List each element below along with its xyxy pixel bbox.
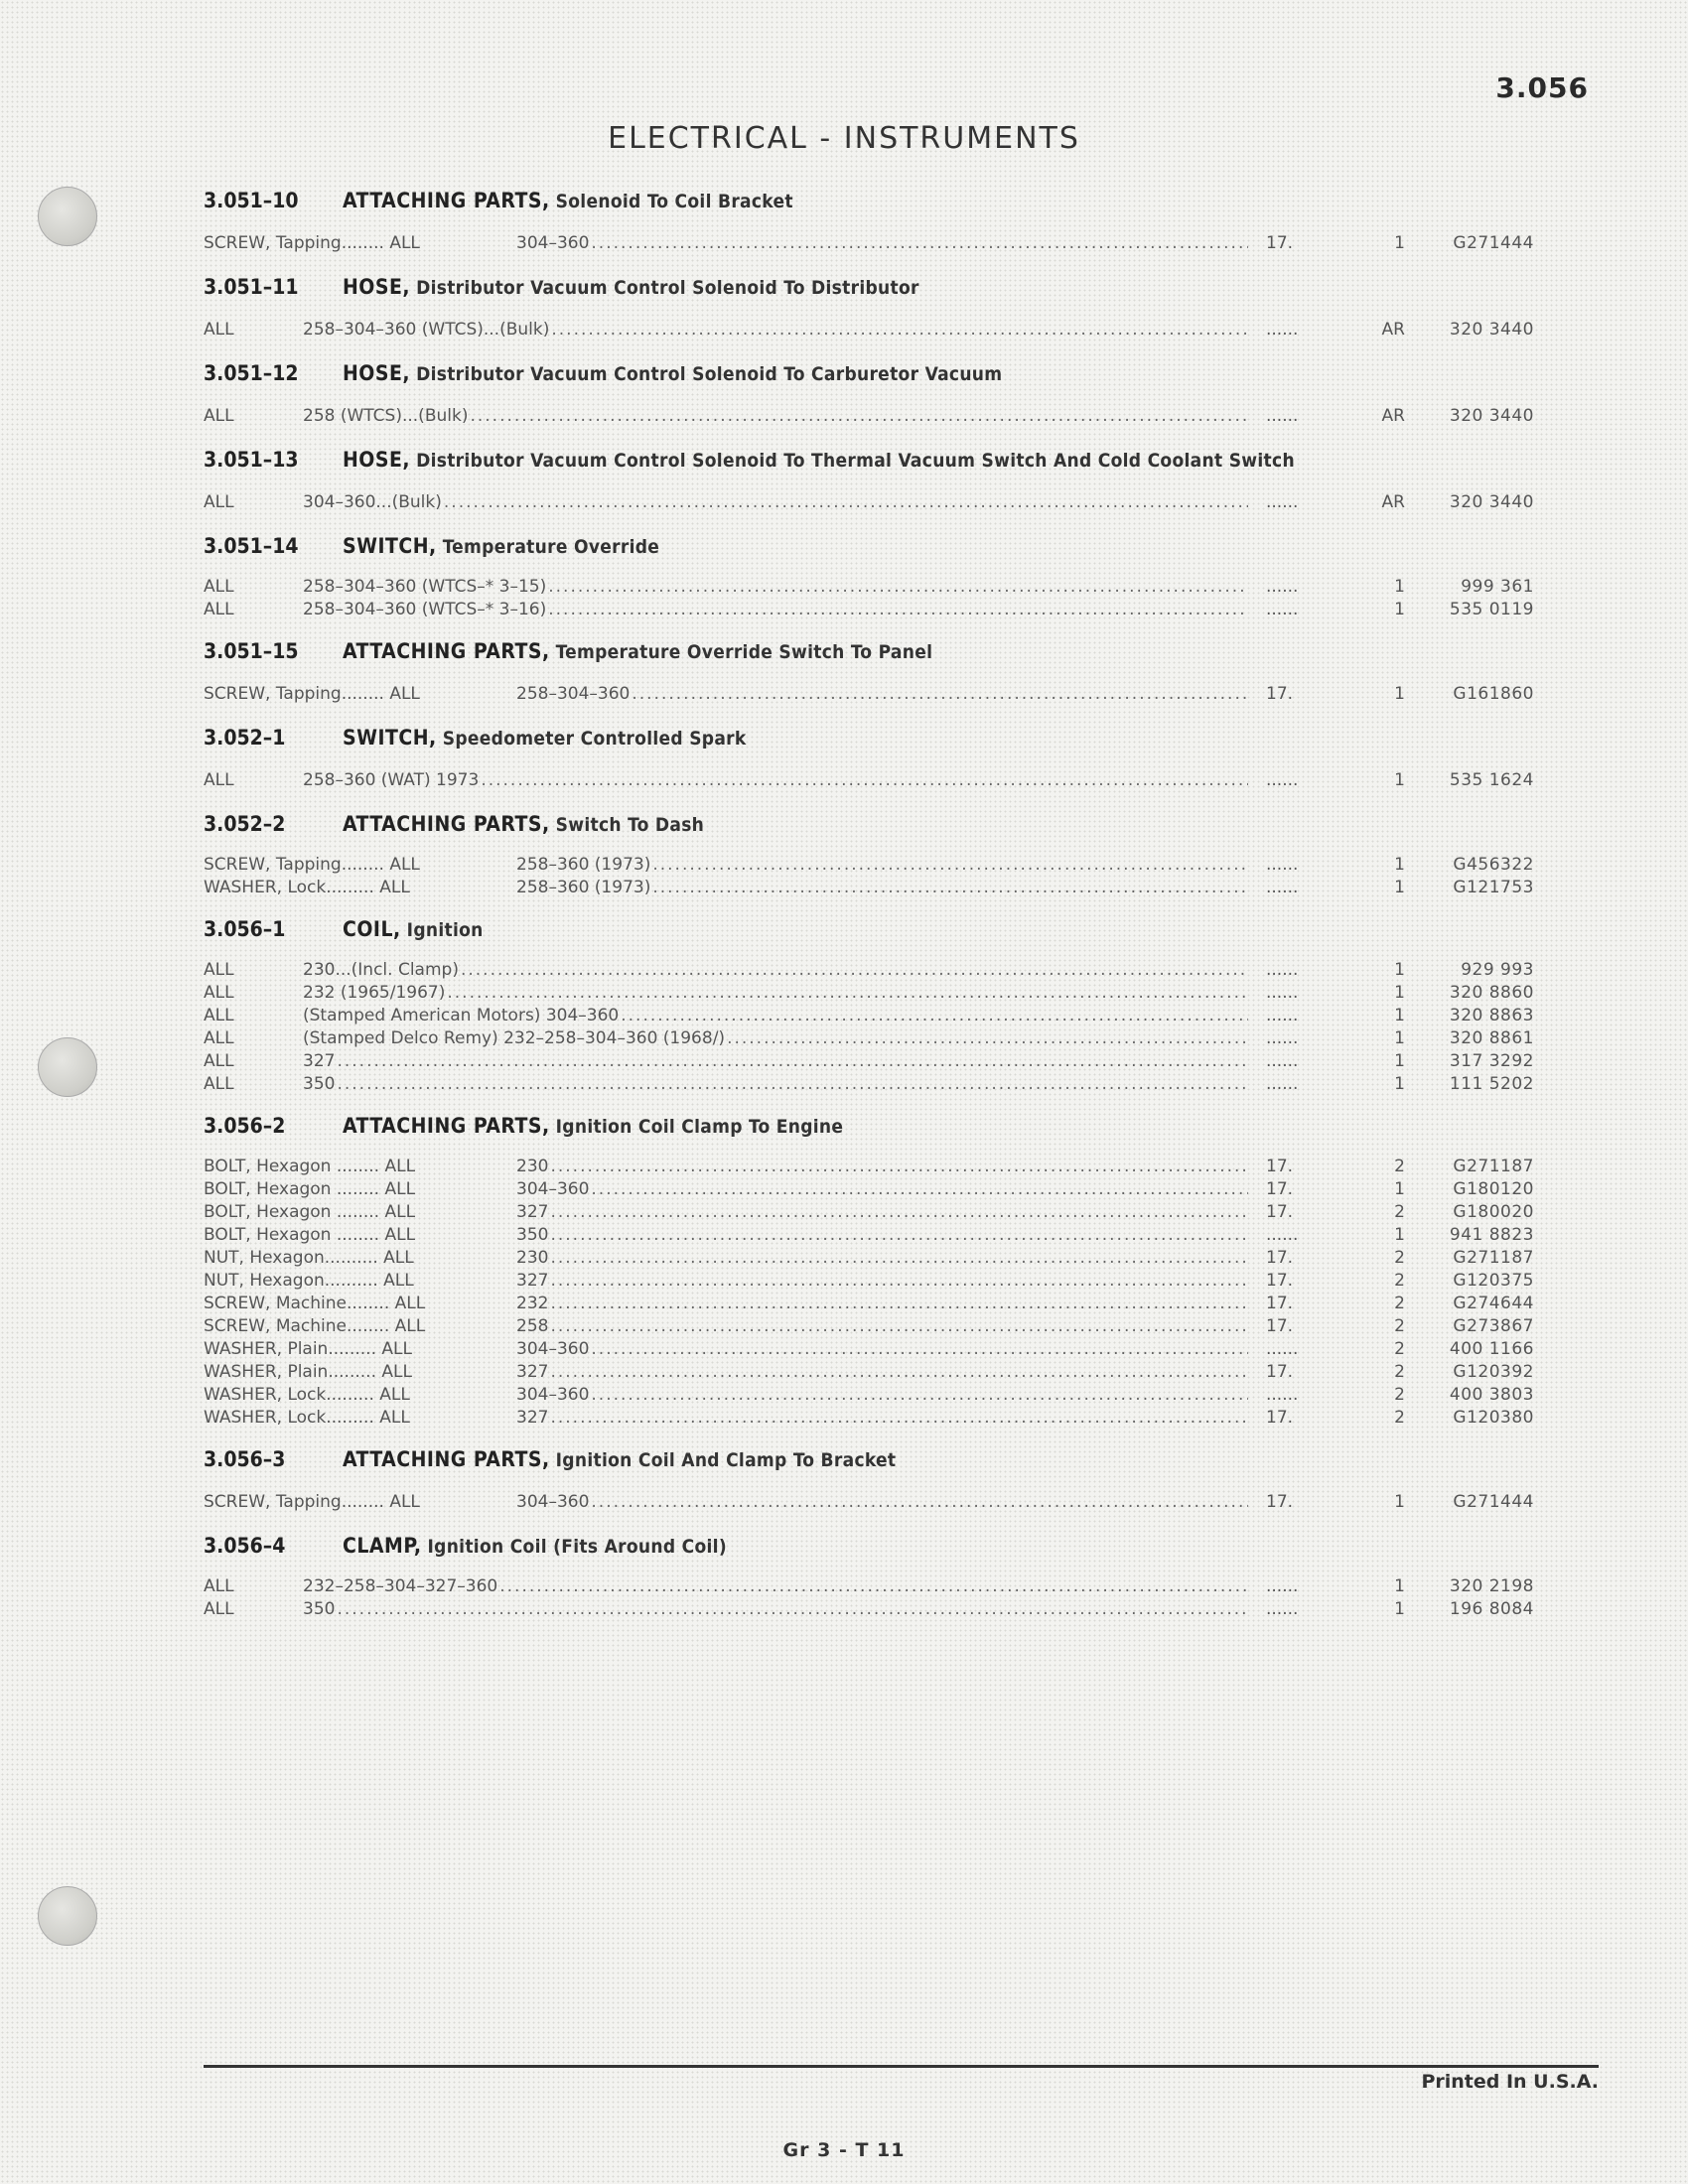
binder-hole-icon xyxy=(38,1037,97,1097)
section-heading xyxy=(204,1110,1534,1142)
part-application xyxy=(516,1156,1248,1178)
part-application-text: (Stamped Delco Remy) 232–258–304–360 (1968/) ..... xyxy=(303,1028,1248,1048)
part-number: G456322 xyxy=(1453,855,1534,875)
part-name: ALL xyxy=(204,1051,234,1071)
part-quantity: 1 xyxy=(1394,770,1405,790)
part-group-code: ...... xyxy=(1266,1074,1299,1094)
parts-section xyxy=(204,913,1534,1096)
part-application-text: 232 (1965/1967) ..... xyxy=(303,983,1248,1003)
part-number: 111 5202 xyxy=(1449,1074,1534,1094)
section-heading xyxy=(204,271,1534,303)
section-number: 3.051–10 xyxy=(204,189,299,212)
part-number: 320 8860 xyxy=(1449,983,1534,1003)
part-application-text: 258–360 (1973) ..... xyxy=(516,855,1248,875)
section-title: ATTACHING PARTS, xyxy=(343,189,550,212)
part-number: 320 2198 xyxy=(1449,1576,1534,1596)
section-number: 3.052–1 xyxy=(204,726,286,750)
part-number: G180120 xyxy=(1453,1179,1534,1199)
part-group-code: ...... xyxy=(1266,492,1299,512)
part-group-code: ...... xyxy=(1266,878,1299,897)
part-number: 999 361 xyxy=(1461,577,1534,597)
part-group-code: ...... xyxy=(1266,1225,1299,1245)
section-number: 3.056–4 xyxy=(204,1534,286,1558)
section-number: 3.056–1 xyxy=(204,917,286,941)
part-quantity: 2 xyxy=(1394,1294,1405,1313)
parts-section xyxy=(204,530,1534,621)
part-number: G120380 xyxy=(1453,1408,1534,1428)
part-name: WASHER, Lock......... ALL xyxy=(204,1408,410,1428)
part-application-text: 258–304–360 (WTCS–* 3–16) ..... xyxy=(303,600,1248,619)
printed-in-label: Printed In U.S.A. xyxy=(1421,2071,1599,2093)
part-quantity: 1 xyxy=(1394,1074,1405,1094)
part-name: SCREW, Tapping........ ALL xyxy=(204,233,420,253)
part-group-code: ...... xyxy=(1266,1385,1299,1405)
part-group-code: ...... xyxy=(1266,577,1299,597)
part-number: G120375 xyxy=(1453,1271,1534,1291)
part-number: 400 1166 xyxy=(1449,1339,1534,1359)
parts-section xyxy=(204,722,1534,794)
part-name: BOLT, Hexagon ........ ALL xyxy=(204,1179,416,1199)
part-application xyxy=(516,1361,1248,1384)
part-group-code: 17. xyxy=(1266,1157,1294,1176)
page-number: 3.056 xyxy=(1495,71,1589,104)
section-description: Ignition Coil Clamp To Engine xyxy=(555,1116,844,1138)
part-quantity: 1 xyxy=(1394,577,1405,597)
section-description: Distributor Vacuum Control Solenoid To Carburetor Vacuum xyxy=(416,363,1003,385)
binder-hole-icon xyxy=(38,1886,97,1946)
part-application-text: (Stamped American Motors) 304–360 ..... xyxy=(303,1006,1248,1025)
part-application xyxy=(303,1005,1248,1027)
parts-row xyxy=(204,1270,1534,1293)
part-group-code: 17. xyxy=(1266,1316,1294,1336)
part-name: ALL xyxy=(204,406,234,426)
part-quantity: AR xyxy=(1381,320,1405,340)
part-application-text: 304–360...(Bulk) ..... xyxy=(303,492,1248,512)
part-application xyxy=(516,1178,1248,1201)
section-number: 3.051–12 xyxy=(204,361,299,385)
part-application xyxy=(516,1201,1248,1224)
part-application-text: 230 ..... xyxy=(516,1248,1248,1268)
parts-row xyxy=(204,1315,1534,1338)
part-name: WASHER, Plain......... ALL xyxy=(204,1339,412,1359)
part-number: 196 8084 xyxy=(1449,1599,1534,1619)
parts-row xyxy=(204,1489,1534,1516)
part-application-text: 350 ..... xyxy=(303,1599,1248,1619)
part-application-text: 258–304–360 (WTCS)...(Bulk) ..... xyxy=(303,320,1248,340)
part-name: WASHER, Lock......... ALL xyxy=(204,878,410,897)
part-number: G180020 xyxy=(1453,1202,1534,1222)
part-number: 535 1624 xyxy=(1449,770,1534,790)
part-application xyxy=(303,1575,1248,1598)
part-application-text: 350 ..... xyxy=(516,1225,1248,1245)
part-application xyxy=(303,982,1248,1005)
section-title: SWITCH, xyxy=(343,726,437,750)
part-application xyxy=(303,489,1248,516)
section-heading xyxy=(204,808,1534,840)
section-number: 3.051–11 xyxy=(204,275,299,299)
section-description: Temperature Override Switch To Panel xyxy=(555,641,933,663)
part-application xyxy=(516,1489,1248,1516)
section-title: HOSE, xyxy=(343,275,411,299)
part-application-text: 350 ..... xyxy=(303,1074,1248,1094)
parts-row xyxy=(204,1224,1534,1247)
part-application-text: 327 ..... xyxy=(516,1362,1248,1382)
part-group-code: ...... xyxy=(1266,1051,1299,1071)
part-application xyxy=(303,767,1248,794)
part-name: ALL xyxy=(204,600,234,619)
part-application xyxy=(303,1073,1248,1096)
part-number: 320 3440 xyxy=(1449,320,1534,340)
parts-row xyxy=(204,1178,1534,1201)
parts-row xyxy=(204,1050,1534,1073)
section-number: 3.056–3 xyxy=(204,1447,286,1471)
part-application-text: 232–258–304–327–360 ..... xyxy=(303,1576,1248,1596)
parts-section xyxy=(204,1443,1534,1516)
section-title: ATTACHING PARTS, xyxy=(343,1114,550,1138)
section-heading xyxy=(204,357,1534,389)
part-quantity: 1 xyxy=(1394,1225,1405,1245)
part-quantity: 2 xyxy=(1394,1202,1405,1222)
part-quantity: 2 xyxy=(1394,1408,1405,1428)
part-quantity: 1 xyxy=(1394,1576,1405,1596)
section-number: 3.052–2 xyxy=(204,812,286,836)
section-description: Speedometer Controlled Spark xyxy=(442,728,747,750)
part-name: ALL xyxy=(204,1576,234,1596)
parts-row xyxy=(204,959,1534,982)
part-number: G273867 xyxy=(1453,1316,1534,1336)
section-title: CLAMP, xyxy=(343,1534,422,1558)
part-application xyxy=(303,1027,1248,1050)
part-number: 941 8823 xyxy=(1449,1225,1534,1245)
part-group-code: 17. xyxy=(1266,1408,1294,1428)
part-quantity: 2 xyxy=(1394,1316,1405,1336)
part-application-text: 230...(Incl. Clamp) ..... xyxy=(303,960,1248,980)
part-number: 929 993 xyxy=(1461,960,1534,980)
section-description: Ignition Coil (Fits Around Coil) xyxy=(427,1536,727,1558)
section-description: Ignition Coil And Clamp To Bracket xyxy=(555,1449,897,1471)
part-quantity: AR xyxy=(1381,492,1405,512)
parts-section xyxy=(204,185,1534,257)
part-quantity: 1 xyxy=(1394,1599,1405,1619)
part-application-text: 327 ..... xyxy=(303,1051,1248,1071)
part-name: SCREW, Machine........ ALL xyxy=(204,1294,426,1313)
part-name: SCREW, Tapping........ ALL xyxy=(204,684,420,704)
part-name: ALL xyxy=(204,1599,234,1619)
part-quantity: 1 xyxy=(1394,1028,1405,1048)
part-application xyxy=(516,1407,1248,1430)
part-quantity: 2 xyxy=(1394,1248,1405,1268)
part-quantity: 2 xyxy=(1394,1362,1405,1382)
part-quantity: AR xyxy=(1381,406,1405,426)
part-group-code: ...... xyxy=(1266,1006,1299,1025)
section-number: 3.051–14 xyxy=(204,534,299,558)
part-application-text: 304–360 ..... xyxy=(516,1339,1248,1359)
section-description: Solenoid To Coil Bracket xyxy=(555,191,793,212)
part-group-code: 17. xyxy=(1266,1202,1294,1222)
part-name: NUT, Hexagon.......... ALL xyxy=(204,1271,414,1291)
part-number: 535 0119 xyxy=(1449,600,1534,619)
section-heading xyxy=(204,444,1534,476)
part-name: ALL xyxy=(204,320,234,340)
section-title: SWITCH, xyxy=(343,534,437,558)
part-group-code: 17. xyxy=(1266,1271,1294,1291)
part-group-code: ...... xyxy=(1266,983,1299,1003)
page-title: ELECTRICAL - INSTRUMENTS xyxy=(608,121,1080,156)
part-application xyxy=(516,1270,1248,1293)
part-application-text: 327 ..... xyxy=(516,1271,1248,1291)
section-title: ATTACHING PARTS, xyxy=(343,1447,550,1471)
part-name: ALL xyxy=(204,492,234,512)
section-heading xyxy=(204,1443,1534,1475)
part-application-text: 258–360 (WAT) 1973 ..... xyxy=(303,770,1248,790)
part-number: G120392 xyxy=(1453,1362,1534,1382)
section-heading xyxy=(204,1530,1534,1562)
part-quantity: 1 xyxy=(1394,960,1405,980)
parts-row xyxy=(204,317,1534,343)
parts-row xyxy=(204,1598,1534,1621)
part-quantity: 1 xyxy=(1394,855,1405,875)
part-application xyxy=(516,1224,1248,1247)
part-number: 400 3803 xyxy=(1449,1385,1534,1405)
section-description: Ignition xyxy=(406,919,484,941)
part-application xyxy=(303,403,1248,430)
parts-row xyxy=(204,767,1534,794)
part-application xyxy=(516,1293,1248,1315)
part-group-code: ...... xyxy=(1266,600,1299,619)
part-group-code: 17. xyxy=(1266,1179,1294,1199)
part-number: G271187 xyxy=(1453,1248,1534,1268)
parts-row xyxy=(204,230,1534,257)
part-group-code: ...... xyxy=(1266,855,1299,875)
section-title: ATTACHING PARTS, xyxy=(343,812,550,836)
section-title: HOSE, xyxy=(343,361,411,385)
part-name: NUT, Hexagon.......... ALL xyxy=(204,1248,414,1268)
part-application xyxy=(516,1384,1248,1407)
part-quantity: 1 xyxy=(1394,1179,1405,1199)
part-application xyxy=(516,1315,1248,1338)
part-name: SCREW, Tapping........ ALL xyxy=(204,855,420,875)
parts-section xyxy=(204,1110,1534,1430)
part-group-code: ...... xyxy=(1266,770,1299,790)
part-name: WASHER, Lock......... ALL xyxy=(204,1385,410,1405)
part-number: G161860 xyxy=(1453,684,1534,704)
parts-row xyxy=(204,1156,1534,1178)
part-group-code: ...... xyxy=(1266,1028,1299,1048)
parts-row xyxy=(204,1384,1534,1407)
part-application xyxy=(516,877,1248,899)
part-group-code: ...... xyxy=(1266,320,1299,340)
part-application-text: 304–360 ..... xyxy=(516,1492,1248,1512)
parts-row xyxy=(204,1073,1534,1096)
section-title: HOSE, xyxy=(343,448,411,472)
part-name: ALL xyxy=(204,960,234,980)
part-group-code: ...... xyxy=(1266,1339,1299,1359)
part-quantity: 1 xyxy=(1394,1051,1405,1071)
part-application xyxy=(516,854,1248,877)
part-application xyxy=(303,576,1248,599)
part-quantity: 1 xyxy=(1394,878,1405,897)
part-application-text: 258 (WTCS)...(Bulk) ..... xyxy=(303,406,1248,426)
part-quantity: 2 xyxy=(1394,1385,1405,1405)
part-application-text: 304–360 ..... xyxy=(516,233,1248,253)
part-quantity: 1 xyxy=(1394,600,1405,619)
part-application xyxy=(516,1338,1248,1361)
part-name: ALL xyxy=(204,770,234,790)
parts-row xyxy=(204,403,1534,430)
parts-list xyxy=(204,185,1534,1635)
part-group-code: 17. xyxy=(1266,684,1294,704)
part-name: ALL xyxy=(204,577,234,597)
part-number: G271444 xyxy=(1453,1492,1534,1512)
part-group-code: 17. xyxy=(1266,1294,1294,1313)
part-name: BOLT, Hexagon ........ ALL xyxy=(204,1225,416,1245)
parts-row xyxy=(204,1201,1534,1224)
parts-row xyxy=(204,1247,1534,1270)
section-heading xyxy=(204,635,1534,667)
part-name: ALL xyxy=(204,1028,234,1048)
parts-row xyxy=(204,854,1534,877)
part-name: SCREW, Machine........ ALL xyxy=(204,1316,426,1336)
part-application xyxy=(303,599,1248,621)
part-group-code: ...... xyxy=(1266,406,1299,426)
part-application-text: 304–360 ..... xyxy=(516,1385,1248,1405)
part-group-code: 17. xyxy=(1266,233,1294,253)
parts-row xyxy=(204,1575,1534,1598)
parts-row xyxy=(204,681,1534,708)
parts-row xyxy=(204,489,1534,516)
part-application-text: 232 ..... xyxy=(516,1294,1248,1313)
parts-section xyxy=(204,271,1534,343)
part-application-text: 258–304–360 (WTCS–* 3–15) ..... xyxy=(303,577,1248,597)
part-group-code: ...... xyxy=(1266,960,1299,980)
part-group-code: ...... xyxy=(1266,1576,1299,1596)
part-number: 320 3440 xyxy=(1449,406,1534,426)
part-number: 320 3440 xyxy=(1449,492,1534,512)
part-name: ALL xyxy=(204,983,234,1003)
part-application xyxy=(516,230,1248,257)
parts-section xyxy=(204,357,1534,430)
parts-row xyxy=(204,576,1534,599)
part-name: BOLT, Hexagon ........ ALL xyxy=(204,1202,416,1222)
part-group-code: ...... xyxy=(1266,1599,1299,1619)
parts-row xyxy=(204,1407,1534,1430)
part-application-text: 327 ..... xyxy=(516,1202,1248,1222)
parts-row xyxy=(204,599,1534,621)
part-name: ALL xyxy=(204,1074,234,1094)
parts-section xyxy=(204,1530,1534,1621)
part-group-code: 17. xyxy=(1266,1248,1294,1268)
section-heading xyxy=(204,185,1534,216)
part-number: 320 8861 xyxy=(1449,1028,1534,1048)
part-name: WASHER, Plain......... ALL xyxy=(204,1362,412,1382)
section-description: Switch To Dash xyxy=(555,814,705,836)
part-application-text: 327 ..... xyxy=(516,1408,1248,1428)
part-number: G271444 xyxy=(1453,233,1534,253)
part-application xyxy=(303,1050,1248,1073)
parts-section xyxy=(204,635,1534,708)
part-quantity: 2 xyxy=(1394,1339,1405,1359)
part-name: ALL xyxy=(204,1006,234,1025)
part-number: G274644 xyxy=(1453,1294,1534,1313)
binder-hole-icon xyxy=(38,187,97,246)
section-heading xyxy=(204,530,1534,562)
part-number: 317 3292 xyxy=(1449,1051,1534,1071)
part-application-text: 230 ..... xyxy=(516,1157,1248,1176)
section-description: Distributor Vacuum Control Solenoid To Thermal Vacuum Switch And Cold Coolant Switch xyxy=(416,450,1295,472)
parts-section xyxy=(204,444,1534,516)
section-number: 3.056–2 xyxy=(204,1114,286,1138)
section-heading xyxy=(204,913,1534,945)
section-description: Temperature Override xyxy=(442,536,660,558)
parts-row xyxy=(204,982,1534,1005)
parts-row xyxy=(204,1027,1534,1050)
section-description: Distributor Vacuum Control Solenoid To Distributor xyxy=(416,277,919,299)
part-application-text: 258–360 (1973) ..... xyxy=(516,878,1248,897)
group-page-reference: Gr 3 - T 11 xyxy=(782,2139,906,2161)
part-application xyxy=(516,681,1248,708)
footer-divider xyxy=(204,2065,1599,2068)
part-name: SCREW, Tapping........ ALL xyxy=(204,1492,420,1512)
section-title: ATTACHING PARTS, xyxy=(343,639,550,663)
section-heading xyxy=(204,722,1534,753)
section-number: 3.051–15 xyxy=(204,639,299,663)
section-number: 3.051–13 xyxy=(204,448,299,472)
part-application xyxy=(303,959,1248,982)
part-quantity: 2 xyxy=(1394,1157,1405,1176)
part-quantity: 2 xyxy=(1394,1271,1405,1291)
part-group-code: 17. xyxy=(1266,1362,1294,1382)
parts-row xyxy=(204,1005,1534,1027)
part-application xyxy=(303,1598,1248,1621)
part-group-code: 17. xyxy=(1266,1492,1294,1512)
parts-row xyxy=(204,1293,1534,1315)
part-application xyxy=(516,1247,1248,1270)
parts-row xyxy=(204,1361,1534,1384)
part-quantity: 1 xyxy=(1394,684,1405,704)
part-number: 320 8863 xyxy=(1449,1006,1534,1025)
part-name: BOLT, Hexagon ........ ALL xyxy=(204,1157,416,1176)
part-application-text: 258 ..... xyxy=(516,1316,1248,1336)
part-number: G121753 xyxy=(1453,878,1534,897)
part-quantity: 1 xyxy=(1394,1492,1405,1512)
section-title: COIL, xyxy=(343,917,401,941)
part-quantity: 1 xyxy=(1394,233,1405,253)
part-application-text: 304–360 ..... xyxy=(516,1179,1248,1199)
part-application-text: 258–304–360 ..... xyxy=(516,684,1248,704)
part-application xyxy=(303,317,1248,343)
part-number: G271187 xyxy=(1453,1157,1534,1176)
parts-row xyxy=(204,1338,1534,1361)
part-quantity: 1 xyxy=(1394,1006,1405,1025)
parts-section xyxy=(204,808,1534,899)
part-quantity: 1 xyxy=(1394,983,1405,1003)
parts-row xyxy=(204,877,1534,899)
